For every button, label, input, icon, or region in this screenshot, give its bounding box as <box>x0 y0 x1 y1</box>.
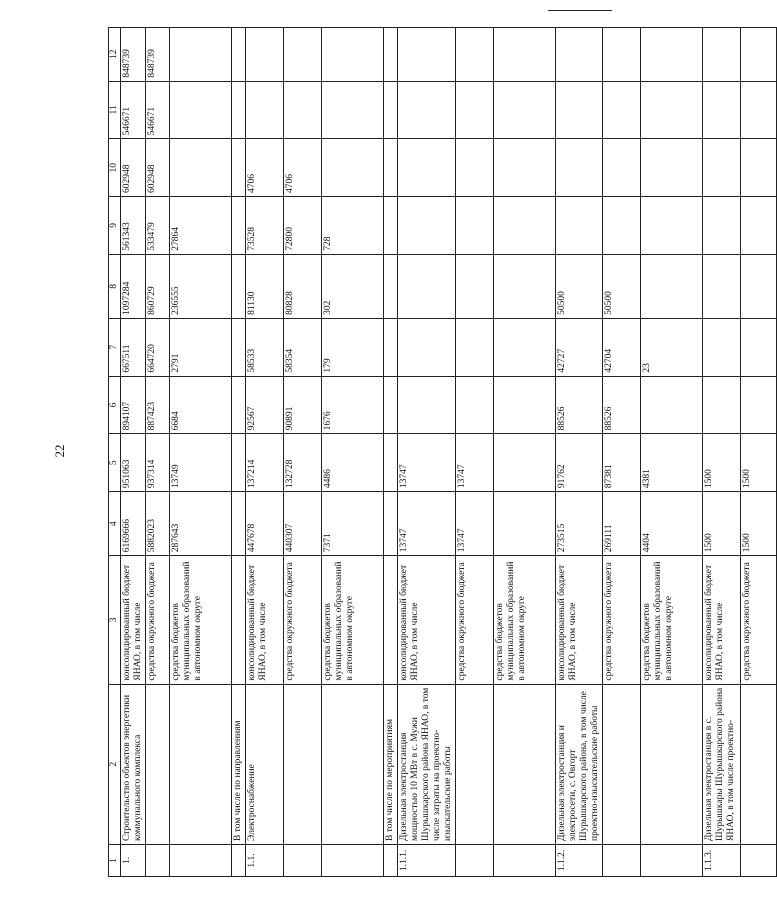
amount-cell <box>494 28 556 82</box>
header-rule <box>548 10 612 11</box>
item-name-cell: В том числе по мероприятиям <box>384 684 398 844</box>
amount-cell <box>246 81 284 139</box>
amount-cell <box>232 318 246 376</box>
amount-cell <box>398 28 456 82</box>
amount-cell: 7371 <box>322 492 384 556</box>
row-number-cell <box>170 844 232 876</box>
row-number-cell: 1.1.1. <box>398 844 456 876</box>
table-row <box>703 28 741 877</box>
item-name-cell <box>494 684 556 844</box>
amount-cell <box>456 81 494 139</box>
amount-cell: 667511 <box>121 318 146 376</box>
row-number-cell <box>232 844 246 876</box>
amount-cell <box>703 28 741 82</box>
amount-cell <box>703 139 741 197</box>
header-cell: 6 <box>109 376 121 434</box>
table-row <box>603 28 641 877</box>
amount-cell <box>398 318 456 376</box>
table-row <box>456 28 494 877</box>
table-row <box>384 28 398 877</box>
amount-cell: 1500 <box>741 434 777 492</box>
amount-cell <box>384 81 398 139</box>
item-name-cell <box>741 684 777 844</box>
amount-cell: 5882023 <box>146 492 170 556</box>
amount-cell: 50500 <box>556 254 603 318</box>
amount-cell <box>703 376 741 434</box>
amount-cell: 937314 <box>146 434 170 492</box>
funding-source-cell: средства бюджетов муниципальных образований в автономном округе <box>170 556 232 684</box>
item-name-cell <box>322 684 384 844</box>
table-body <box>109 28 777 877</box>
amount-cell: 602948 <box>146 139 170 197</box>
amount-cell: 4381 <box>641 434 703 492</box>
amount-cell: 132728 <box>284 434 322 492</box>
amount-cell: 27864 <box>170 197 232 255</box>
amount-cell: 848739 <box>146 28 170 82</box>
amount-cell <box>741 28 777 82</box>
item-name-cell <box>284 684 322 844</box>
amount-cell <box>456 318 494 376</box>
row-number-cell <box>146 844 170 876</box>
amount-cell <box>703 197 741 255</box>
table-row <box>246 28 284 877</box>
item-name-cell: Дизельная электростанция мощностью 10 МВт в с. Мужи Шурышкарского района ЯНАО, в том числе затраты на проектно-изыскательские работы <box>398 684 456 844</box>
item-name-cell: В том числе по направлениям <box>232 684 246 844</box>
amount-cell <box>232 376 246 434</box>
funding-source-cell: консолидированный бюджет ЯНАО, в том числе <box>703 556 741 684</box>
table-row <box>232 28 246 877</box>
amount-cell <box>284 81 322 139</box>
page-number: 22 <box>52 444 67 458</box>
row-number-cell: 1.1. <box>246 844 284 876</box>
header-cell: 11 <box>109 81 121 139</box>
amount-cell <box>246 28 284 82</box>
amount-cell <box>384 139 398 197</box>
amount-cell: 4706 <box>246 139 284 197</box>
amount-cell: 42704 <box>603 318 641 376</box>
header-cell: 3 <box>109 556 121 684</box>
amount-cell: 951063 <box>121 434 146 492</box>
row-number-cell <box>284 844 322 876</box>
header-cell: 7 <box>109 318 121 376</box>
item-name-cell <box>170 684 232 844</box>
row-number-cell: 1.1.3. <box>703 844 741 876</box>
amount-cell <box>232 139 246 197</box>
funding-source-cell <box>384 556 398 684</box>
amount-cell <box>456 197 494 255</box>
amount-cell <box>398 254 456 318</box>
amount-cell <box>603 81 641 139</box>
item-name-cell <box>641 684 703 844</box>
amount-cell <box>741 139 777 197</box>
amount-cell <box>603 139 641 197</box>
amount-cell: 848739 <box>121 28 146 82</box>
amount-cell <box>170 81 232 139</box>
amount-cell <box>494 492 556 556</box>
amount-cell <box>641 139 703 197</box>
amount-cell <box>232 492 246 556</box>
funding-source-cell: средства бюджетов муниципальных образований в автономном округе <box>494 556 556 684</box>
amount-cell: 58533 <box>246 318 284 376</box>
header-cell: 4 <box>109 492 121 556</box>
amount-cell <box>741 318 777 376</box>
amount-cell: 90891 <box>284 376 322 434</box>
rotated-table-container <box>108 27 752 877</box>
amount-cell: 1097284 <box>121 254 146 318</box>
amount-cell: 1500 <box>741 492 777 556</box>
header-cell: 9 <box>109 197 121 255</box>
amount-cell <box>641 28 703 82</box>
amount-cell <box>703 318 741 376</box>
amount-cell: 88526 <box>556 376 603 434</box>
amount-cell: 91762 <box>556 434 603 492</box>
amount-cell: 13747 <box>456 434 494 492</box>
amount-cell <box>494 197 556 255</box>
amount-cell <box>556 81 603 139</box>
funding-source-cell: консолидированный бюджет ЯНАО, в том числе <box>398 556 456 684</box>
amount-cell: 1500 <box>703 492 741 556</box>
amount-cell: 58354 <box>284 318 322 376</box>
header-cell: 2 <box>109 684 121 844</box>
amount-cell: 440307 <box>284 492 322 556</box>
amount-cell: 2791 <box>170 318 232 376</box>
amount-cell: 1500 <box>703 434 741 492</box>
amount-cell: 13747 <box>398 434 456 492</box>
amount-cell <box>703 81 741 139</box>
amount-cell <box>703 254 741 318</box>
amount-cell <box>556 139 603 197</box>
table-row <box>146 28 170 877</box>
funding-source-cell: средства окружного бюджета <box>741 556 777 684</box>
amount-cell <box>556 28 603 82</box>
table-row <box>556 28 603 877</box>
amount-cell: 447678 <box>246 492 284 556</box>
amount-cell <box>741 197 777 255</box>
amount-cell <box>398 81 456 139</box>
amount-cell: 6684 <box>170 376 232 434</box>
amount-cell: 13749 <box>170 434 232 492</box>
amount-cell: 73528 <box>246 197 284 255</box>
amount-cell: 13747 <box>456 492 494 556</box>
header-row <box>109 28 121 877</box>
amount-cell: 546671 <box>121 81 146 139</box>
item-name-cell <box>456 684 494 844</box>
amount-cell <box>603 197 641 255</box>
amount-cell: 13747 <box>398 492 456 556</box>
amount-cell <box>232 434 246 492</box>
amount-cell <box>284 28 322 82</box>
funding-source-cell: средства окружного бюджета <box>146 556 170 684</box>
row-number-cell <box>603 844 641 876</box>
amount-cell <box>398 376 456 434</box>
funding-source-cell <box>232 556 246 684</box>
amount-cell <box>603 28 641 82</box>
amount-cell: 287643 <box>170 492 232 556</box>
amount-cell <box>456 28 494 82</box>
amount-cell <box>232 197 246 255</box>
amount-cell: 50500 <box>603 254 641 318</box>
funding-source-cell: консолидированный бюджет ЯНАО, в том числе <box>121 556 146 684</box>
amount-cell: 6169666 <box>121 492 146 556</box>
amount-cell <box>170 28 232 82</box>
amount-cell <box>384 318 398 376</box>
amount-cell <box>494 254 556 318</box>
amount-cell <box>322 139 384 197</box>
amount-cell <box>556 197 603 255</box>
amount-cell <box>641 81 703 139</box>
row-number-cell <box>494 844 556 876</box>
header-cell: 8 <box>109 254 121 318</box>
funding-source-cell: средства окружного бюджета <box>284 556 322 684</box>
amount-cell: 92567 <box>246 376 284 434</box>
amount-cell <box>456 139 494 197</box>
amount-cell <box>384 197 398 255</box>
amount-cell <box>741 254 777 318</box>
amount-cell: 179 <box>322 318 384 376</box>
table-row <box>494 28 556 877</box>
table-row <box>322 28 384 877</box>
table-row <box>284 28 322 877</box>
amount-cell <box>641 197 703 255</box>
amount-cell: 533479 <box>146 197 170 255</box>
amount-cell <box>384 28 398 82</box>
row-number-cell: 1. <box>121 844 146 876</box>
amount-cell: 664720 <box>146 318 170 376</box>
item-name-cell: Строительство объектов энергетики коммунального комплекса <box>121 684 146 844</box>
item-name-cell: Дизельная электростанция и электросети, с. Овгорт Шурышкарского района, в том числе проектно-изыскательские работы <box>556 684 603 844</box>
header-cell: 5 <box>109 434 121 492</box>
funding-source-cell: средства бюджетов муниципальных образований в автономном округе <box>322 556 384 684</box>
item-name-cell <box>603 684 641 844</box>
amount-cell: 80828 <box>284 254 322 318</box>
row-number-cell <box>384 844 398 876</box>
amount-cell: 546671 <box>146 81 170 139</box>
header-cell: 10 <box>109 139 121 197</box>
amount-cell: 860729 <box>146 254 170 318</box>
funding-source-cell: средства окружного бюджета <box>603 556 641 684</box>
funding-source-cell: консолидированный бюджет ЯНАО, в том числе <box>556 556 603 684</box>
row-number-cell <box>641 844 703 876</box>
amount-cell: 1676 <box>322 376 384 434</box>
amount-cell <box>456 376 494 434</box>
item-name-cell <box>146 684 170 844</box>
amount-cell <box>641 254 703 318</box>
table-row <box>741 28 777 877</box>
amount-cell: 4706 <box>284 139 322 197</box>
header-cell: 12 <box>109 28 121 82</box>
amount-cell <box>384 254 398 318</box>
amount-cell: 137214 <box>246 434 284 492</box>
amount-cell <box>741 81 777 139</box>
funding-source-cell: консолидированный бюджет ЯНАО, в том числе <box>246 556 284 684</box>
table-row <box>641 28 703 877</box>
budget-table <box>108 27 777 877</box>
amount-cell <box>641 376 703 434</box>
amount-cell: 273515 <box>556 492 603 556</box>
amount-cell: 302 <box>322 254 384 318</box>
amount-cell <box>322 81 384 139</box>
amount-cell <box>384 376 398 434</box>
row-number-cell <box>456 844 494 876</box>
table-row <box>121 28 146 877</box>
amount-cell <box>494 139 556 197</box>
item-name-cell: Дизельная электростанция в с. Шурышкары Шурышкарского района ЯНАО, в том числе проектно- <box>703 684 741 844</box>
amount-cell <box>384 492 398 556</box>
amount-cell <box>170 139 232 197</box>
amount-cell <box>494 434 556 492</box>
amount-cell: 894107 <box>121 376 146 434</box>
funding-source-cell: средства бюджетов муниципальных образований в автономном округе <box>641 556 703 684</box>
item-name-cell: Электроснабжение <box>246 684 284 844</box>
amount-cell: 72800 <box>284 197 322 255</box>
row-number-cell: 1.1.2. <box>556 844 603 876</box>
amount-cell: 87381 <box>603 434 641 492</box>
amount-cell: 561343 <box>121 197 146 255</box>
amount-cell: 887423 <box>146 376 170 434</box>
header-cell: 1 <box>109 844 121 876</box>
amount-cell <box>232 254 246 318</box>
table-row <box>398 28 456 877</box>
amount-cell <box>494 81 556 139</box>
amount-cell <box>494 318 556 376</box>
funding-source-cell: средства окружного бюджета <box>456 556 494 684</box>
amount-cell: 4404 <box>641 492 703 556</box>
amount-cell <box>456 254 494 318</box>
row-number-cell <box>741 844 777 876</box>
amount-cell: 42727 <box>556 318 603 376</box>
amount-cell <box>384 434 398 492</box>
amount-cell <box>232 28 246 82</box>
amount-cell: 4486 <box>322 434 384 492</box>
amount-cell: 236555 <box>170 254 232 318</box>
amount-cell: 81130 <box>246 254 284 318</box>
amount-cell: 269111 <box>603 492 641 556</box>
amount-cell <box>741 376 777 434</box>
amount-cell: 728 <box>322 197 384 255</box>
row-number-cell <box>322 844 384 876</box>
amount-cell: 88526 <box>603 376 641 434</box>
amount-cell <box>494 376 556 434</box>
amount-cell <box>398 197 456 255</box>
amount-cell: 23 <box>641 318 703 376</box>
amount-cell <box>232 81 246 139</box>
amount-cell <box>322 28 384 82</box>
amount-cell: 602948 <box>121 139 146 197</box>
amount-cell <box>398 139 456 197</box>
table-row <box>170 28 232 877</box>
